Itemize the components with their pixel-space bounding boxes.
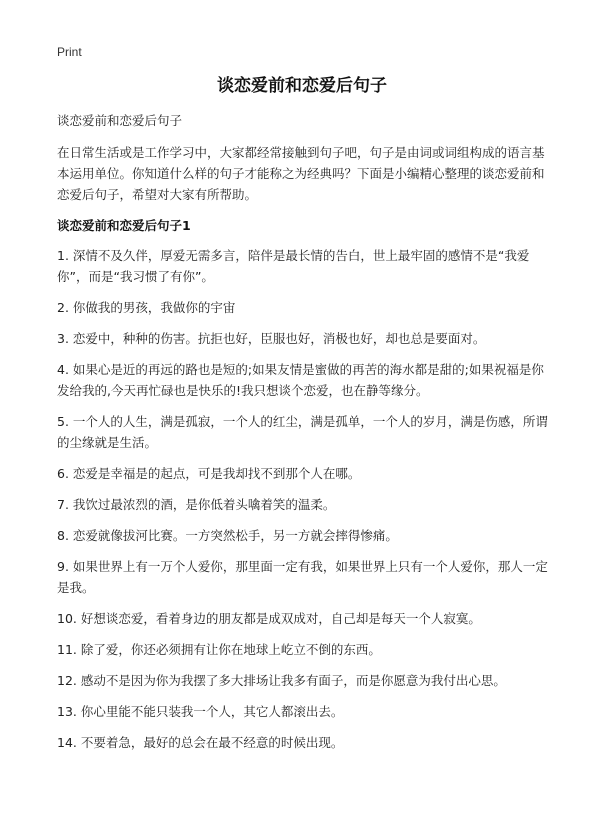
print-link[interactable]: Print [57, 45, 82, 59]
list-item: 12. 感动不是因为你为我摆了多大排场让我多有面子，而是你愿意为我付出心思。 [57, 673, 506, 688]
list-item: 6. 恋爱是幸福是的起点，可是我却找不到那个人在哪。 [57, 466, 361, 481]
list-item: 7. 我饮过最浓烈的酒，是你低着头噙着笑的温柔。 [57, 497, 336, 512]
list-item: 4. 如果心是近的再远的路也是短的;如果友情是蜜做的再苦的海水都是甜的;如果祝福是你发给我的,今天再忙碌也是快乐的!我只想谈个恋爱，也在静等缘分。 [57, 362, 544, 398]
list-item: 1. 深情不及久伴，厚爱无需多言，陪伴是最长情的告白，世上最牢固的感情不是“我爱你”，而是“我习惯了有你”。 [57, 248, 530, 284]
list-item: 2. 你做我的男孩，我做你的宇宙 [57, 300, 236, 315]
list-item: 9. 如果世界上有一万个人爱你，那里面一定有我，如果世界上只有一个人爱你，那人一定是我。 [57, 559, 548, 595]
list-item: 8. 恋爱就像拔河比赛。一方突然松手，另一方就会摔得惨痛。 [57, 528, 398, 543]
page-title: 谈恋爱前和恋爱后句子 [217, 76, 387, 96]
sentence-list [57, 245, 555, 753]
subtitle: 谈恋爱前和恋爱后句子 [57, 113, 183, 128]
list-item: 13. 你心里能不能只装我一个人，其它人都滚出去。 [57, 704, 344, 719]
list-item: 14. 不要着急，最好的总会在最不经意的时候出现。 [57, 735, 344, 750]
list-item: 10. 好想谈恋爱，看着身边的朋友都是成双成对，自己却是每天一个人寂寞。 [57, 611, 481, 626]
list-item: 11. 除了爱，你还必须拥有让你在地球上屹立不倒的东西。 [57, 642, 381, 657]
list-item: 3. 恋爱中，种种的伤害。抗拒也好，臣服也好，消极也好，却也总是要面对。 [57, 331, 486, 346]
section-heading: 谈恋爱前和恋爱后句子1 [57, 218, 191, 233]
list-item: 5. 一个人的人生，满是孤寂，一个人的红尘，满是孤单，一个人的岁月，满是伤感，所谓的尘缘就是生活。 [57, 414, 548, 450]
intro-paragraph: 在日常生活或是工作学习中，大家都经常接触到句子吧，句子是由词或词组构成的语言基本运用单位。你知道什么样的句子才能称之为经典吗？下面是小编精心整理的谈恋爱前和恋爱后句子，希望对大家有所帮助。 [57, 145, 545, 202]
